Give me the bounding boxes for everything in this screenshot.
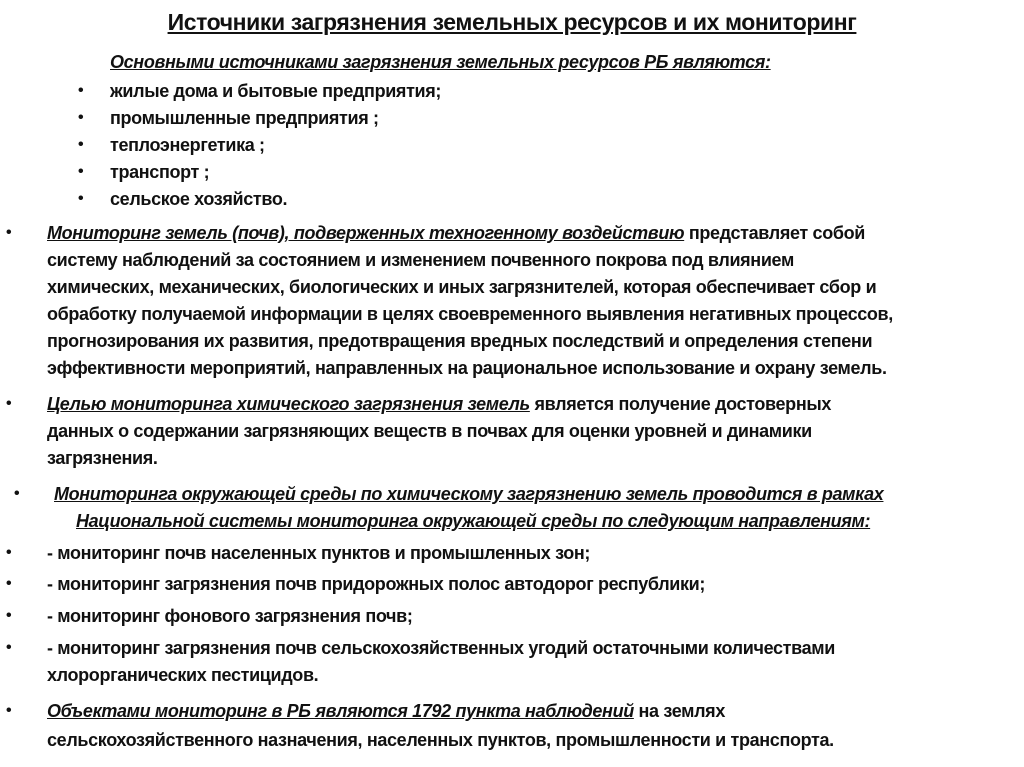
paragraph-goal-line	[47, 393, 831, 415]
paragraph-objects-line	[47, 700, 725, 722]
monitoring-definition-term: Мониторинг земель (почв), подверженных техногенному воздействию	[47, 223, 685, 243]
source-item: жилые дома и бытовые предприятия;	[110, 81, 442, 101]
direction-item: - мониторинг почв населенных пунктов и промышленных зон;	[47, 543, 591, 563]
direction-item: - мониторинг фонового загрязнения почв;	[47, 606, 413, 626]
paragraph-line: обработку получаемой информации в целях своевременного выявления негативных процессов,	[47, 304, 893, 324]
national-system-line: Национальной системы мониторинга окружающей среды по следующим направлениям:	[76, 511, 871, 531]
sources-heading: Основными источниками загрязнения земельных ресурсов РБ являются:	[110, 52, 771, 72]
direction-item: - мониторинг загрязнения почв придорожных полос автодорог республики;	[47, 574, 706, 594]
slide-title: Источники загрязнения земельных ресурсов и их мониторинг	[167, 9, 857, 35]
objects-term: Объектами мониторинг в РБ являются 1792 пункта наблюдений	[47, 701, 634, 721]
objects-text: на землях	[633, 701, 725, 721]
bullet: •	[6, 607, 12, 624]
bullet: •	[78, 109, 84, 126]
paragraph-line: эффективности мероприятий, направленных на рациональное использование и охрану земель.	[47, 358, 887, 378]
bullet: •	[6, 395, 12, 412]
bullet: •	[6, 639, 12, 656]
goal-term: Целью мониторинга химического загрязнения земель	[47, 394, 530, 414]
bullet: •	[6, 702, 12, 719]
bullet: •	[6, 544, 12, 561]
paragraph-line: загрязнения.	[47, 448, 158, 468]
bullet: •	[78, 163, 84, 180]
bullet: •	[14, 485, 20, 502]
paragraph-line: данных о содержании загрязняющих веществ в почвах для оценки уровней и динамики	[47, 421, 812, 441]
goal-text: является получение достоверных	[529, 394, 832, 414]
monitoring-definition-text: представляет собой	[684, 223, 865, 243]
bullet: •	[78, 82, 84, 99]
bullet: •	[6, 224, 12, 241]
source-item: теплоэнергетика ;	[110, 135, 265, 155]
bullet: •	[78, 190, 84, 207]
source-item: сельское хозяйство.	[110, 189, 288, 209]
bullet: •	[78, 136, 84, 153]
paragraph-line: химических, механических, биологических и иных загрязнителей, которая обеспечивает сбор и	[47, 277, 877, 297]
direction-item: - мониторинг загрязнения почв сельскохозяйственных угодий остаточными количествами	[47, 638, 835, 658]
paragraph-line: систему наблюдений за состоянием и изменением почвенного покрова под влиянием	[47, 250, 794, 270]
bullet: •	[6, 575, 12, 592]
national-system-line: Мониторинга окружающей среды по химическому загрязнению земель проводится в рамках	[54, 484, 884, 504]
source-item: транспорт ;	[110, 162, 210, 182]
paragraph-line: прогнозирования их развития, предотвращения вредных последствий и определения степени	[47, 331, 873, 351]
source-item: промышленные предприятия ;	[110, 108, 379, 128]
paragraph-monitoring-line	[47, 222, 865, 244]
direction-item-continued: хлорорганических пестицидов.	[47, 665, 319, 685]
paragraph-line: сельскохозяйственного назначения, населенных пунктов, промышленности и транспорта.	[47, 730, 834, 750]
